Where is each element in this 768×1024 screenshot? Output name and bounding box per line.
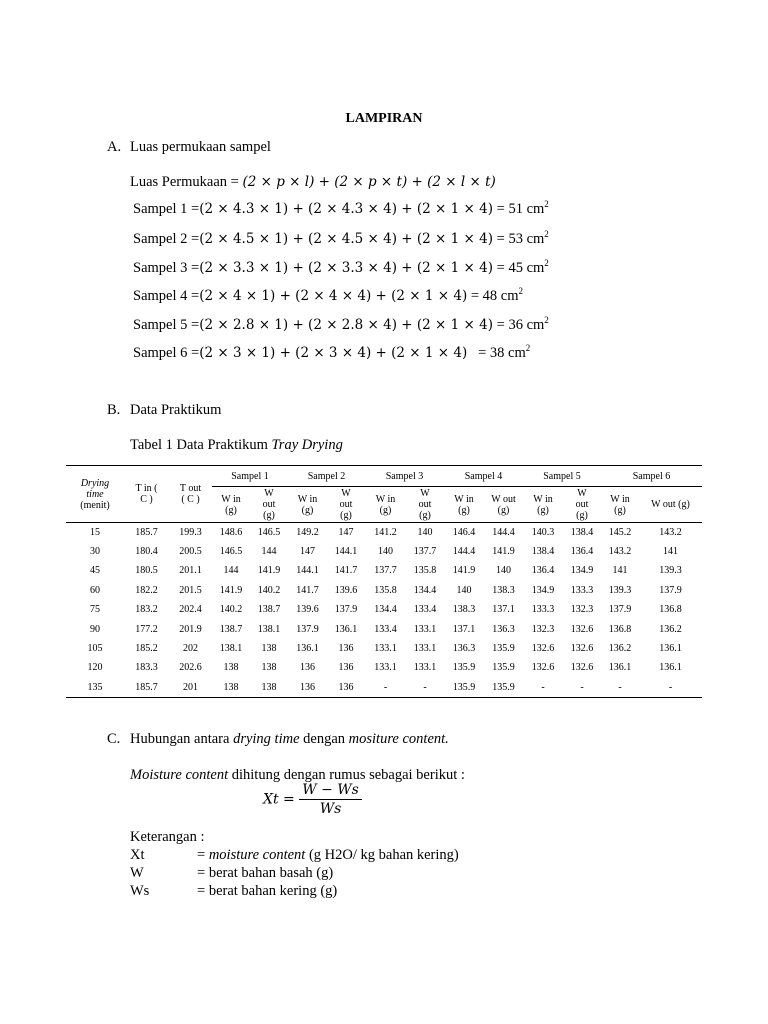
table-cell: 141.7 bbox=[296, 584, 319, 596]
table-cell: 136 bbox=[327, 678, 365, 697]
sample-result: = 45 cm bbox=[496, 260, 545, 276]
table-cell: 136.1 bbox=[334, 623, 358, 635]
sample-6-calculation bbox=[133, 345, 530, 362]
table-cell: 144 bbox=[223, 565, 239, 577]
header-sampel-3: Sampel 3 bbox=[365, 466, 444, 487]
sample-1-calculation bbox=[133, 201, 549, 218]
sample-result-exponent: 2 bbox=[525, 343, 531, 353]
table-cell: 135.9 bbox=[492, 662, 515, 674]
table-cell: 134.4 bbox=[413, 584, 437, 596]
header-w-in: W in (g) bbox=[297, 493, 318, 516]
table-cell: 147 bbox=[327, 523, 365, 542]
table-cell: 133.4 bbox=[413, 604, 437, 616]
sample-label: Sampel 5 bbox=[133, 317, 188, 333]
table-cell: - bbox=[365, 678, 406, 697]
table-cell: 140 bbox=[378, 546, 393, 558]
table-cell: 144.4 bbox=[452, 546, 476, 558]
table-cell: 143.2 bbox=[608, 546, 632, 558]
table-body bbox=[66, 523, 702, 698]
table-cell: 133.4 bbox=[374, 623, 397, 635]
table-cell: 138 bbox=[223, 662, 239, 674]
sample-label: Sampel 3 bbox=[133, 260, 188, 276]
table-cell: 138.1 bbox=[219, 643, 243, 655]
table-cell: - bbox=[406, 678, 444, 697]
table-cell: 199.3 bbox=[169, 523, 212, 542]
table-cell: 138.4 bbox=[531, 546, 555, 558]
table-cell: 201.5 bbox=[179, 584, 202, 596]
sample-result-exponent: 2 bbox=[544, 258, 549, 268]
section-c-title-it1: drying time bbox=[233, 731, 300, 747]
table-cell: 202.4 bbox=[179, 604, 202, 616]
table-cell: 135.9 bbox=[484, 678, 523, 697]
header-w-in: W in (g) bbox=[454, 493, 474, 516]
formula-denominator: Ws bbox=[319, 801, 342, 817]
sample-2-calculation bbox=[133, 231, 549, 248]
sample-result: = 53 cm bbox=[496, 231, 545, 247]
table-caption bbox=[130, 437, 343, 454]
table-cell: 141 bbox=[663, 546, 678, 558]
table-cell: 137.9 bbox=[296, 623, 319, 635]
header-w-out: W out (g) bbox=[262, 488, 276, 521]
table-cell: 147 bbox=[300, 546, 315, 558]
table-cell: 136.1 bbox=[296, 643, 319, 655]
table-cell: - bbox=[601, 678, 639, 697]
table-cell: 132.6 bbox=[531, 643, 555, 655]
table-cell: 139.3 bbox=[608, 584, 632, 596]
table-row bbox=[66, 542, 702, 561]
table-row bbox=[66, 619, 702, 638]
table-cell: 133.1 bbox=[413, 643, 437, 655]
table-cell: 134.4 bbox=[374, 604, 397, 616]
table-cell: 201.9 bbox=[179, 623, 202, 635]
sample-label: Sampel 6 bbox=[133, 345, 188, 361]
table-cell: 138.7 bbox=[219, 623, 243, 635]
table-cell: 135.8 bbox=[413, 565, 437, 577]
table-cell: 148.6 bbox=[212, 523, 250, 542]
table-cell: 137.7 bbox=[413, 546, 437, 558]
header-sampel-2: Sampel 2 bbox=[288, 466, 365, 487]
table-cell: - bbox=[639, 678, 702, 697]
table-cell: 185.7 bbox=[124, 523, 169, 542]
sample-result-exponent: 2 bbox=[544, 199, 549, 209]
drying-data-table bbox=[66, 465, 702, 698]
header-w-out: W out (g) bbox=[339, 488, 353, 521]
header-drying-time: Drying time (menit) bbox=[80, 477, 110, 511]
table-row bbox=[66, 523, 702, 542]
table-row bbox=[66, 581, 702, 600]
sample-expression: (2 × 4.5 × 1) + (2 × 4.5 × 4) + (2 × 1 × 4) bbox=[199, 231, 494, 247]
sample-result-exponent: 2 bbox=[544, 315, 549, 325]
formula-fraction bbox=[299, 782, 362, 817]
header-w-out: W out (g) bbox=[491, 493, 516, 516]
table-cell: 137.9 bbox=[608, 604, 632, 616]
table-cell: 136 bbox=[338, 662, 354, 674]
formula-lhs: Xt = bbox=[263, 791, 295, 808]
table-row bbox=[66, 639, 702, 658]
table-header-row-1 bbox=[66, 466, 702, 487]
table-cell: 144 bbox=[261, 546, 277, 558]
table-cell: 135.9 bbox=[452, 662, 476, 674]
table-cell: 136 bbox=[288, 678, 327, 697]
section-b-label: B. bbox=[107, 402, 121, 418]
table-cell: 144.1 bbox=[334, 546, 358, 558]
table-cell: 141.7 bbox=[334, 565, 358, 577]
table-cell: 140 bbox=[406, 523, 444, 542]
keterangan-symbol: W bbox=[130, 865, 144, 881]
table-cell: 135 bbox=[66, 678, 124, 697]
table-cell: 180.5 bbox=[135, 565, 158, 577]
table-cell: 15 bbox=[66, 523, 124, 542]
header-sampel-4: Sampel 4 bbox=[444, 466, 523, 487]
table-cell: 202 bbox=[183, 643, 198, 655]
table-cell: 139.6 bbox=[334, 584, 358, 596]
table-row bbox=[66, 658, 702, 677]
table-cell: 140 bbox=[456, 584, 472, 596]
table-cell: 136.1 bbox=[659, 643, 682, 655]
table-cell: 135.8 bbox=[374, 584, 397, 596]
table-cell: 30 bbox=[90, 546, 100, 558]
table-cell: 136.8 bbox=[608, 623, 632, 635]
sample-expression: (2 × 2.8 × 1) + (2 × 2.8 × 4) + (2 × 1 × 4) bbox=[199, 317, 494, 333]
table-cell: 132.3 bbox=[531, 623, 555, 635]
table-cell: - bbox=[563, 678, 601, 697]
table-cell: 137.7 bbox=[374, 565, 397, 577]
sample-result-exponent: 2 bbox=[518, 286, 524, 296]
table-cell: 200.5 bbox=[179, 546, 202, 558]
table-cell: 141.9 bbox=[452, 565, 476, 577]
sample-expression: (2 × 3.3 × 1) + (2 × 3.3 × 4) + (2 × 1 × 4) bbox=[199, 260, 494, 276]
keterangan-definition: = berat bahan basah (g) bbox=[197, 865, 334, 881]
table-cell: 139.3 bbox=[659, 565, 682, 577]
section-c-title-it2: mositure content. bbox=[348, 731, 449, 747]
table-cell: 133.1 bbox=[374, 643, 397, 655]
sample-result: = 51 cm bbox=[496, 201, 545, 217]
table-cell: 105 bbox=[87, 643, 103, 655]
table-cell: 132.6 bbox=[570, 623, 594, 635]
sample-eq: = bbox=[191, 345, 200, 361]
table-cell: 202.6 bbox=[179, 662, 202, 674]
sample-eq: = bbox=[191, 317, 200, 333]
table-cell: 141.9 bbox=[219, 584, 243, 596]
table-cell: 137.9 bbox=[659, 584, 682, 596]
section-c-label: C. bbox=[107, 731, 121, 747]
table-cell: 138 bbox=[261, 662, 277, 674]
moisture-intro-text: dihitung dengan rumus sebagai berikut : bbox=[228, 767, 465, 783]
table-cell: 140.2 bbox=[257, 584, 281, 596]
table-cell: 136.4 bbox=[570, 546, 594, 558]
table-cell: 140.2 bbox=[219, 604, 243, 616]
table-cell: 138.7 bbox=[257, 604, 281, 616]
keterangan-symbol: Xt bbox=[130, 847, 145, 863]
table-cell: 140 bbox=[496, 565, 511, 577]
table-cell: 185.7 bbox=[124, 678, 169, 697]
header-w-out: W out (g) bbox=[575, 488, 589, 521]
table-cell: 136 bbox=[300, 662, 315, 674]
header-w-in: W in (g) bbox=[610, 493, 630, 516]
page-title: LAMPIRAN bbox=[345, 111, 423, 126]
header-sampel-5: Sampel 5 bbox=[523, 466, 601, 487]
sample-label: Sampel 2 bbox=[133, 231, 188, 247]
sample-label: Sampel 4 bbox=[133, 288, 188, 304]
header-w-out: W out (g) bbox=[418, 488, 432, 521]
sample-result: = 36 cm bbox=[496, 317, 545, 333]
table-cell: 136.2 bbox=[608, 643, 632, 655]
table-cell: 45 bbox=[90, 565, 100, 577]
sample-expression: (2 × 3 × 1) + (2 × 3 × 4) + (2 × 1 × 4) bbox=[199, 345, 468, 361]
table-cell: 135.9 bbox=[444, 678, 484, 697]
section-c-title-pre: Hubungan antara bbox=[130, 731, 234, 747]
table-cell: 134.9 bbox=[531, 584, 555, 596]
table-cell: 90 bbox=[90, 623, 100, 635]
section-b-title: Data Praktikum bbox=[130, 402, 222, 418]
sample-eq: = bbox=[191, 260, 200, 276]
table-row bbox=[66, 678, 702, 697]
table-caption-text: Tabel 1 Data Praktikum bbox=[130, 437, 268, 453]
table-cell: 139.6 bbox=[296, 604, 319, 616]
table-cell: 144.4 bbox=[484, 523, 523, 542]
table-cell: 138 bbox=[261, 643, 277, 655]
sample-expression: (2 × 4 × 1) + (2 × 4 × 4) + (2 × 1 × 4) bbox=[199, 288, 468, 304]
table-cell: 201.1 bbox=[179, 565, 202, 577]
table-caption-italic: Tray Drying bbox=[271, 437, 343, 453]
table-cell: - bbox=[523, 678, 563, 697]
table-cell: 138 bbox=[212, 678, 250, 697]
table-cell: 149.2 bbox=[288, 523, 327, 542]
table-cell: 183.2 bbox=[135, 604, 158, 616]
section-a-title: Luas permukaan sampel bbox=[130, 139, 271, 155]
table-cell: 138.3 bbox=[492, 584, 515, 596]
formula-label: Luas Permukaan = bbox=[130, 174, 239, 190]
table-cell: 141 bbox=[612, 565, 628, 577]
table-cell: 138.1 bbox=[257, 623, 281, 635]
table-cell: 146.4 bbox=[444, 523, 484, 542]
table-cell: 138 bbox=[250, 678, 288, 697]
section-c-title-mid: dengan bbox=[299, 731, 349, 747]
table-cell: 146.5 bbox=[250, 523, 288, 542]
table-row bbox=[66, 600, 702, 619]
keterangan-definition: = moisture content (g H2O/ kg bahan kering) bbox=[197, 847, 459, 863]
sample-eq: = bbox=[191, 231, 200, 247]
moisture-formula bbox=[263, 782, 362, 817]
sample-3-calculation bbox=[133, 260, 549, 277]
table-cell: 136.3 bbox=[492, 623, 515, 635]
header-t-out: T out ( C ) bbox=[179, 483, 202, 505]
table-cell: 133.1 bbox=[413, 623, 437, 635]
sample-eq: = bbox=[191, 288, 200, 304]
table-cell: 145.2 bbox=[601, 523, 639, 542]
table-cell: 132.6 bbox=[570, 643, 594, 655]
table-cell: 136.8 bbox=[659, 604, 682, 616]
table-cell: 60 bbox=[90, 584, 100, 596]
header-w-in: W in (g) bbox=[221, 493, 241, 516]
table-cell: 182.2 bbox=[135, 584, 158, 596]
table-cell: 177.2 bbox=[135, 623, 158, 635]
table-cell: 137.1 bbox=[492, 604, 515, 616]
table-row bbox=[66, 561, 702, 580]
table-cell: 141.9 bbox=[257, 565, 281, 577]
header-sampel-1: Sampel 1 bbox=[212, 466, 288, 487]
header-w-out: W out (g) bbox=[651, 499, 690, 510]
table-cell: 136.4 bbox=[531, 565, 555, 577]
table-cell: 133.1 bbox=[413, 662, 437, 674]
header-w-in: W in (g) bbox=[533, 493, 553, 516]
section-c-heading bbox=[107, 731, 449, 748]
formula-expression: (2 × p × l) + (2 × p × t) + (2 × l × t) bbox=[242, 174, 496, 190]
sample-label: Sampel 1 bbox=[133, 201, 188, 217]
table-cell: 140.3 bbox=[523, 523, 563, 542]
moisture-intro-italic: Moisture content bbox=[130, 767, 229, 783]
table-cell: 136.3 bbox=[452, 643, 476, 655]
sample-result-exponent: 2 bbox=[544, 229, 549, 239]
table-cell: 133.3 bbox=[570, 584, 594, 596]
table-cell: 138.4 bbox=[563, 523, 601, 542]
table-cell: 146.5 bbox=[219, 546, 243, 558]
table-cell: 137.9 bbox=[334, 604, 358, 616]
sample-result: = 38 cm bbox=[470, 345, 526, 361]
table-cell: 201 bbox=[169, 678, 212, 697]
table-cell: 137.1 bbox=[452, 623, 476, 635]
table-cell: 141.2 bbox=[365, 523, 406, 542]
sample-4-calculation bbox=[133, 288, 523, 305]
table-cell: 132.6 bbox=[531, 662, 555, 674]
section-a-label: A. bbox=[107, 139, 122, 155]
table-cell: 185.2 bbox=[135, 643, 158, 655]
sample-5-calculation bbox=[133, 317, 549, 334]
table-cell: 141.9 bbox=[492, 546, 515, 558]
sample-expression: (2 × 4.3 × 1) + (2 × 4.3 × 4) + (2 × 1 × 4) bbox=[199, 201, 494, 217]
table-cell: 183.3 bbox=[135, 662, 158, 674]
section-a-heading bbox=[107, 139, 271, 156]
section-b-heading bbox=[107, 402, 221, 419]
table-cell: 136.2 bbox=[659, 623, 682, 635]
keterangan-definition: = berat bahan kering (g) bbox=[197, 883, 338, 899]
table-cell: 134.9 bbox=[570, 565, 594, 577]
table-cell: 136.1 bbox=[659, 662, 682, 674]
table-cell: 75 bbox=[90, 604, 100, 616]
table-cell: 120 bbox=[87, 662, 103, 674]
table-cell: 132.6 bbox=[570, 662, 594, 674]
sample-result: = 48 cm bbox=[470, 288, 519, 304]
table-cell: 135.9 bbox=[492, 643, 515, 655]
table-cell: 133.3 bbox=[531, 604, 555, 616]
table-cell: 180.4 bbox=[135, 546, 158, 558]
header-sampel-6: Sampel 6 bbox=[601, 466, 702, 487]
table-cell: 143.2 bbox=[639, 523, 702, 542]
table-cell: 133.1 bbox=[374, 662, 397, 674]
table-cell: 132.3 bbox=[570, 604, 594, 616]
keterangan-title: Keterangan : bbox=[130, 829, 205, 845]
sample-eq: = bbox=[191, 201, 200, 217]
table-cell: 144.1 bbox=[296, 565, 319, 577]
table-cell: 136 bbox=[338, 643, 354, 655]
header-w-in: W in (g) bbox=[375, 493, 396, 516]
keterangan-symbol: Ws bbox=[130, 883, 150, 899]
surface-area-formula bbox=[130, 174, 496, 191]
header-t-in: T in ( C ) bbox=[135, 483, 158, 505]
table-cell: 138.3 bbox=[452, 604, 476, 616]
table-cell: 136.1 bbox=[608, 662, 632, 674]
formula-numerator: W − Ws bbox=[299, 782, 362, 800]
